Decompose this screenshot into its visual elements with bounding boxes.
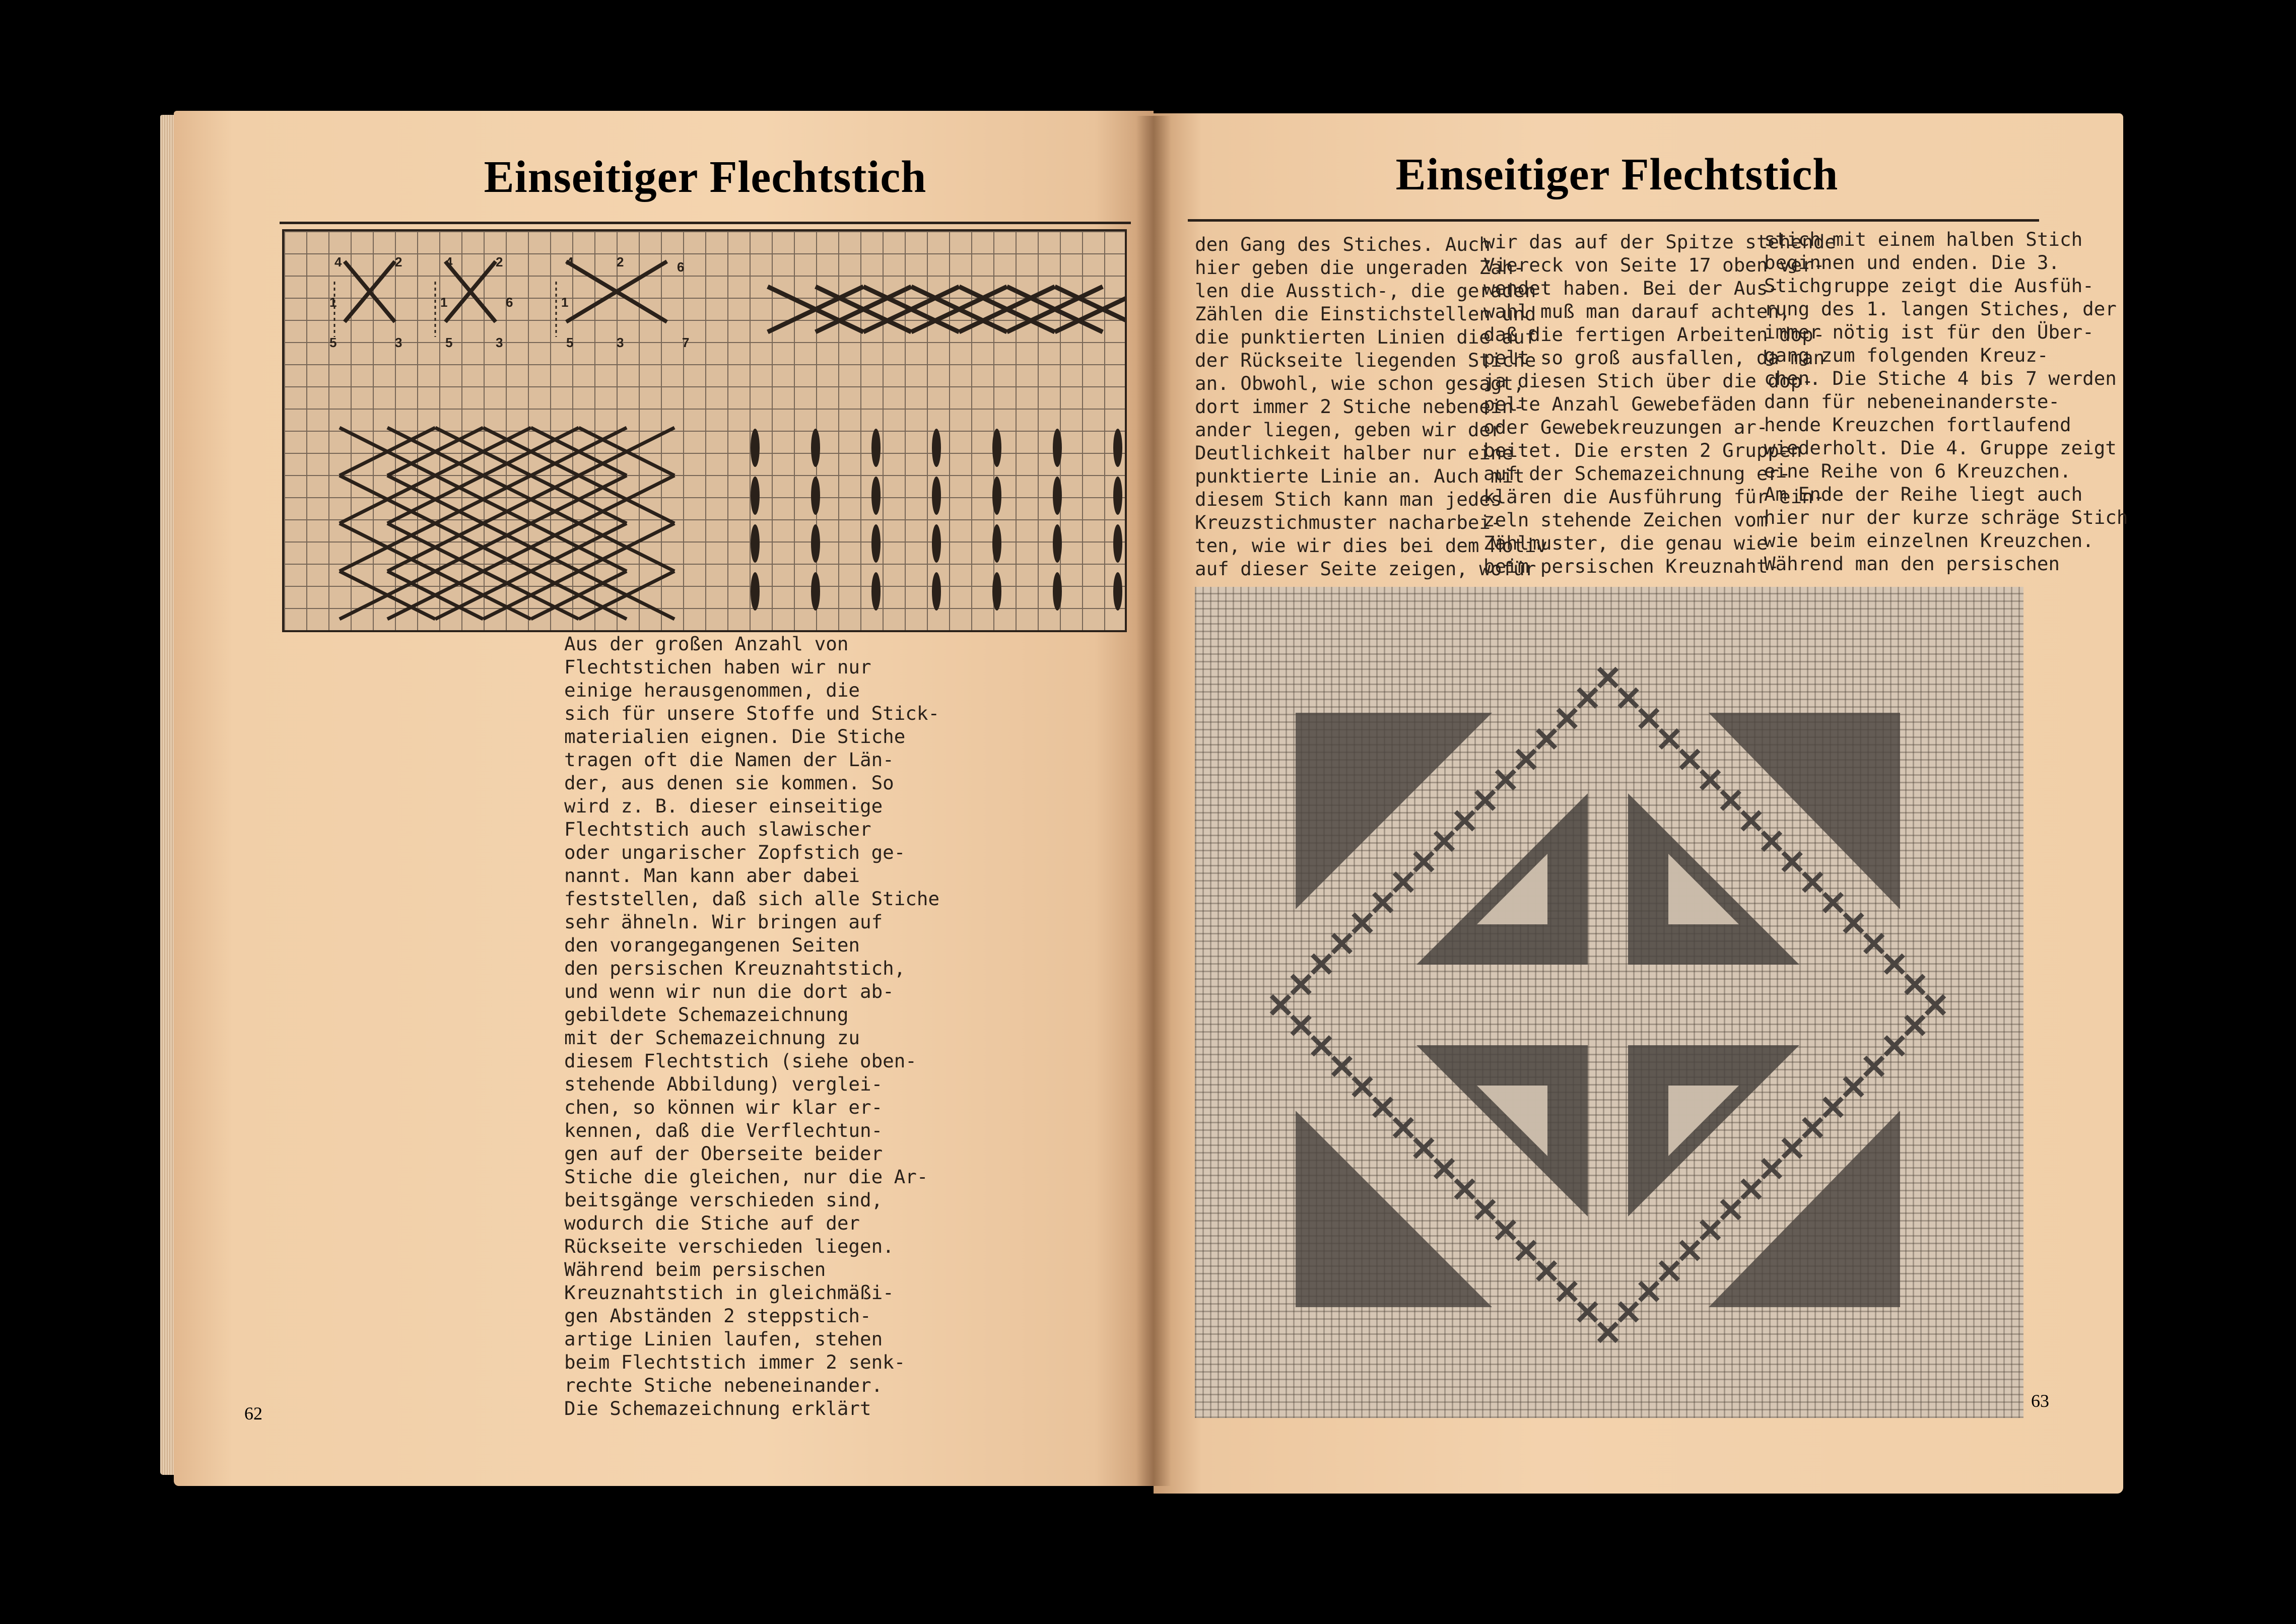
back-stitch [811, 524, 820, 563]
left-page-title: Einseitiger Flechtstich [484, 152, 927, 202]
back-stitch [932, 572, 941, 611]
back-stitch [751, 477, 760, 515]
embroidery-inner-triangle [1628, 793, 1799, 965]
back-stitch [1053, 524, 1062, 563]
right-body-column-1: den Gang des Stiches. Auch hier geben die ungeraden Zah- len die Ausstich-, die geraden Zählen die Einstichstellen und die punktierten Linien die auf der Rückseite liegenden Stiche an. Obwohl, wie schon gesagt, dort immer 2 Stiche nebenein- ander liegen, geben wir der Deutlichkeit halber nur eine punktierte Linie an. Auch mit diesem Stich kann man jedes Kreuzstichmuster nacharbei- ten, wie wir dies bei dem Motiv auf dieser Seite zeigen, wofür [1195, 233, 1547, 580]
diagram-label: 1 [440, 295, 448, 310]
diagram-label: 6 [506, 295, 513, 310]
diagram-label: 2 [617, 254, 624, 269]
embroidery-triangle [1296, 713, 1492, 909]
diagram-label: 2 [496, 254, 503, 269]
embroidery-cutout [1668, 1086, 1739, 1156]
diagram-label: 4 [445, 254, 453, 269]
back-stitch [992, 572, 1001, 611]
back-stitch [992, 524, 1001, 563]
diagram-label: 4 [566, 254, 574, 269]
diagram-label: 3 [496, 335, 503, 350]
back-stitch [992, 477, 1001, 515]
embroidery-cutout [1477, 1086, 1547, 1156]
embroidery-triangle [1709, 1111, 1900, 1307]
embroidery-inner-triangle [1416, 793, 1588, 965]
back-stitch [932, 524, 941, 563]
left-body-text: Aus der großen Anzahl von Flechtstichen haben wir nur einige herausgenommen, die sich für unsere Stoffe und Stick- materialien eignen. Die Stiche tragen oft die Namen der Län- der, aus denen sie kommen. So wird z. B. dieser einseitige Flechtstich auch slawischer oder ungarischer Zopfstich ge- nannt. Man kann aber dabei feststellen, daß sich alle Stiche sehr ähneln. Wir bringen auf den vorangegangenen Seiten den persischen Kreuznahtstich, und wenn wir nun die dort ab- gebildete Schemazeichnung mit der Schemazeichnung zu diesem Flechtstich (siehe oben- stehende Abbildung) verglei- chen, so können wir klar er- kennen, daß die Verflechtun- gen auf der Oberseite beider Stiche die gleichen, nur die Ar- beitsgänge verschieden sind, wodurch die Stiche auf der Rückseite verschieden liegen. Während beim persischen Kreuznahtstich in gleichmäßi- gen Abständen 2 steppstich- artige Linien laufen, stehen beim Flechtstich immer 2 senk- rechte Stiche nebeneinander. Die Schemazeichnung erklärt [564, 633, 940, 1419]
back-stitch [1113, 524, 1122, 563]
left-page-number: 62 [244, 1403, 262, 1424]
back-stitch [1113, 429, 1122, 467]
back-stitch [871, 524, 881, 563]
diagram-label: 5 [329, 335, 337, 350]
right-body-column-2: wir das auf der Spitze stehende Viereck von Seite 17 oben ver- wendet haben. Bei der Aus- wahl muß man darauf achten, daß die fertigen Arbeiten dop- pelt so groß ausfallen, da man ja diesen Stich über die dop- pelte Anzahl Gewebefäden oder Gewebekreuzungen ar- beitet. Die ersten 2 Gruppen auf der Schemazeichnung er- klären die Ausführung für ein- zeln stehende Zeichen vom Zählmuster, die genau wie beim persischen Kreuznaht- [1483, 231, 1836, 577]
embroidery-motif [1195, 587, 2023, 1418]
diagram-label: 1 [329, 295, 337, 310]
back-stitch [811, 429, 820, 467]
back-stitch [932, 477, 941, 515]
embroidery-cutout [1668, 854, 1739, 924]
embroidery-inner-triangle [1628, 1045, 1799, 1216]
right-body-column-3: stich mit einem halben Stich beginnen und enden. Die 3. Stichgruppe zeigt die Ausfüh- rung des 1. langen Stiches, der immer nötig ist für den Über- gang zum folgenden Kreuz- chen. Die Stiche 4 bis 7 werden dann für nebeneinanderste- hende Kreuzchen fortlaufend wiederholt. Die 4. Gruppe zeigt eine Reihe von 6 Kreuzchen. Am Ende der Reihe liegt auch hier nur der kurze schräge Stich wie beim einzelnen Kreuzchen. Während man den persischen [1764, 228, 2128, 575]
back-stitch [871, 429, 881, 467]
back-stitch [751, 429, 760, 467]
back-stitch [871, 477, 881, 515]
back-stitch [992, 429, 1001, 467]
embroidery-photo [1195, 587, 2023, 1418]
diagram-label: 7 [682, 335, 690, 350]
embroidery-triangle [1709, 713, 1900, 909]
left-title-rule [280, 222, 1131, 224]
back-stitch [751, 524, 760, 563]
diagram-label: 5 [445, 335, 453, 350]
diagram-label: 1 [561, 295, 569, 310]
back-stitch [1053, 477, 1062, 515]
diagram-label: 2 [395, 254, 402, 269]
book-gutter [1136, 116, 1171, 1486]
diagram-label: 4 [334, 254, 342, 269]
embroidery-inner-triangle [1416, 1045, 1588, 1216]
back-stitch [932, 429, 941, 467]
back-stitch [1053, 572, 1062, 611]
back-stitch [871, 572, 881, 611]
diagram-label: 3 [395, 335, 402, 350]
embroidery-cutout [1477, 854, 1547, 924]
stitch-diagram-drawing [284, 231, 1125, 631]
right-title-rule [1188, 219, 2039, 222]
back-stitch [751, 572, 760, 611]
embroidery-triangle [1296, 1111, 1492, 1307]
right-page-number: 63 [2031, 1391, 2049, 1411]
diagram-label: 6 [677, 259, 685, 275]
diagram-label: 5 [566, 335, 574, 350]
back-stitch [1053, 429, 1062, 467]
back-stitch [811, 477, 820, 515]
stitch-diagram [282, 229, 1127, 632]
right-page-title: Einseitiger Flechtstich [1395, 150, 1839, 199]
back-stitch [1113, 477, 1122, 515]
back-stitch [1113, 572, 1122, 611]
back-stitch [811, 572, 820, 611]
diagram-label: 3 [617, 335, 624, 350]
